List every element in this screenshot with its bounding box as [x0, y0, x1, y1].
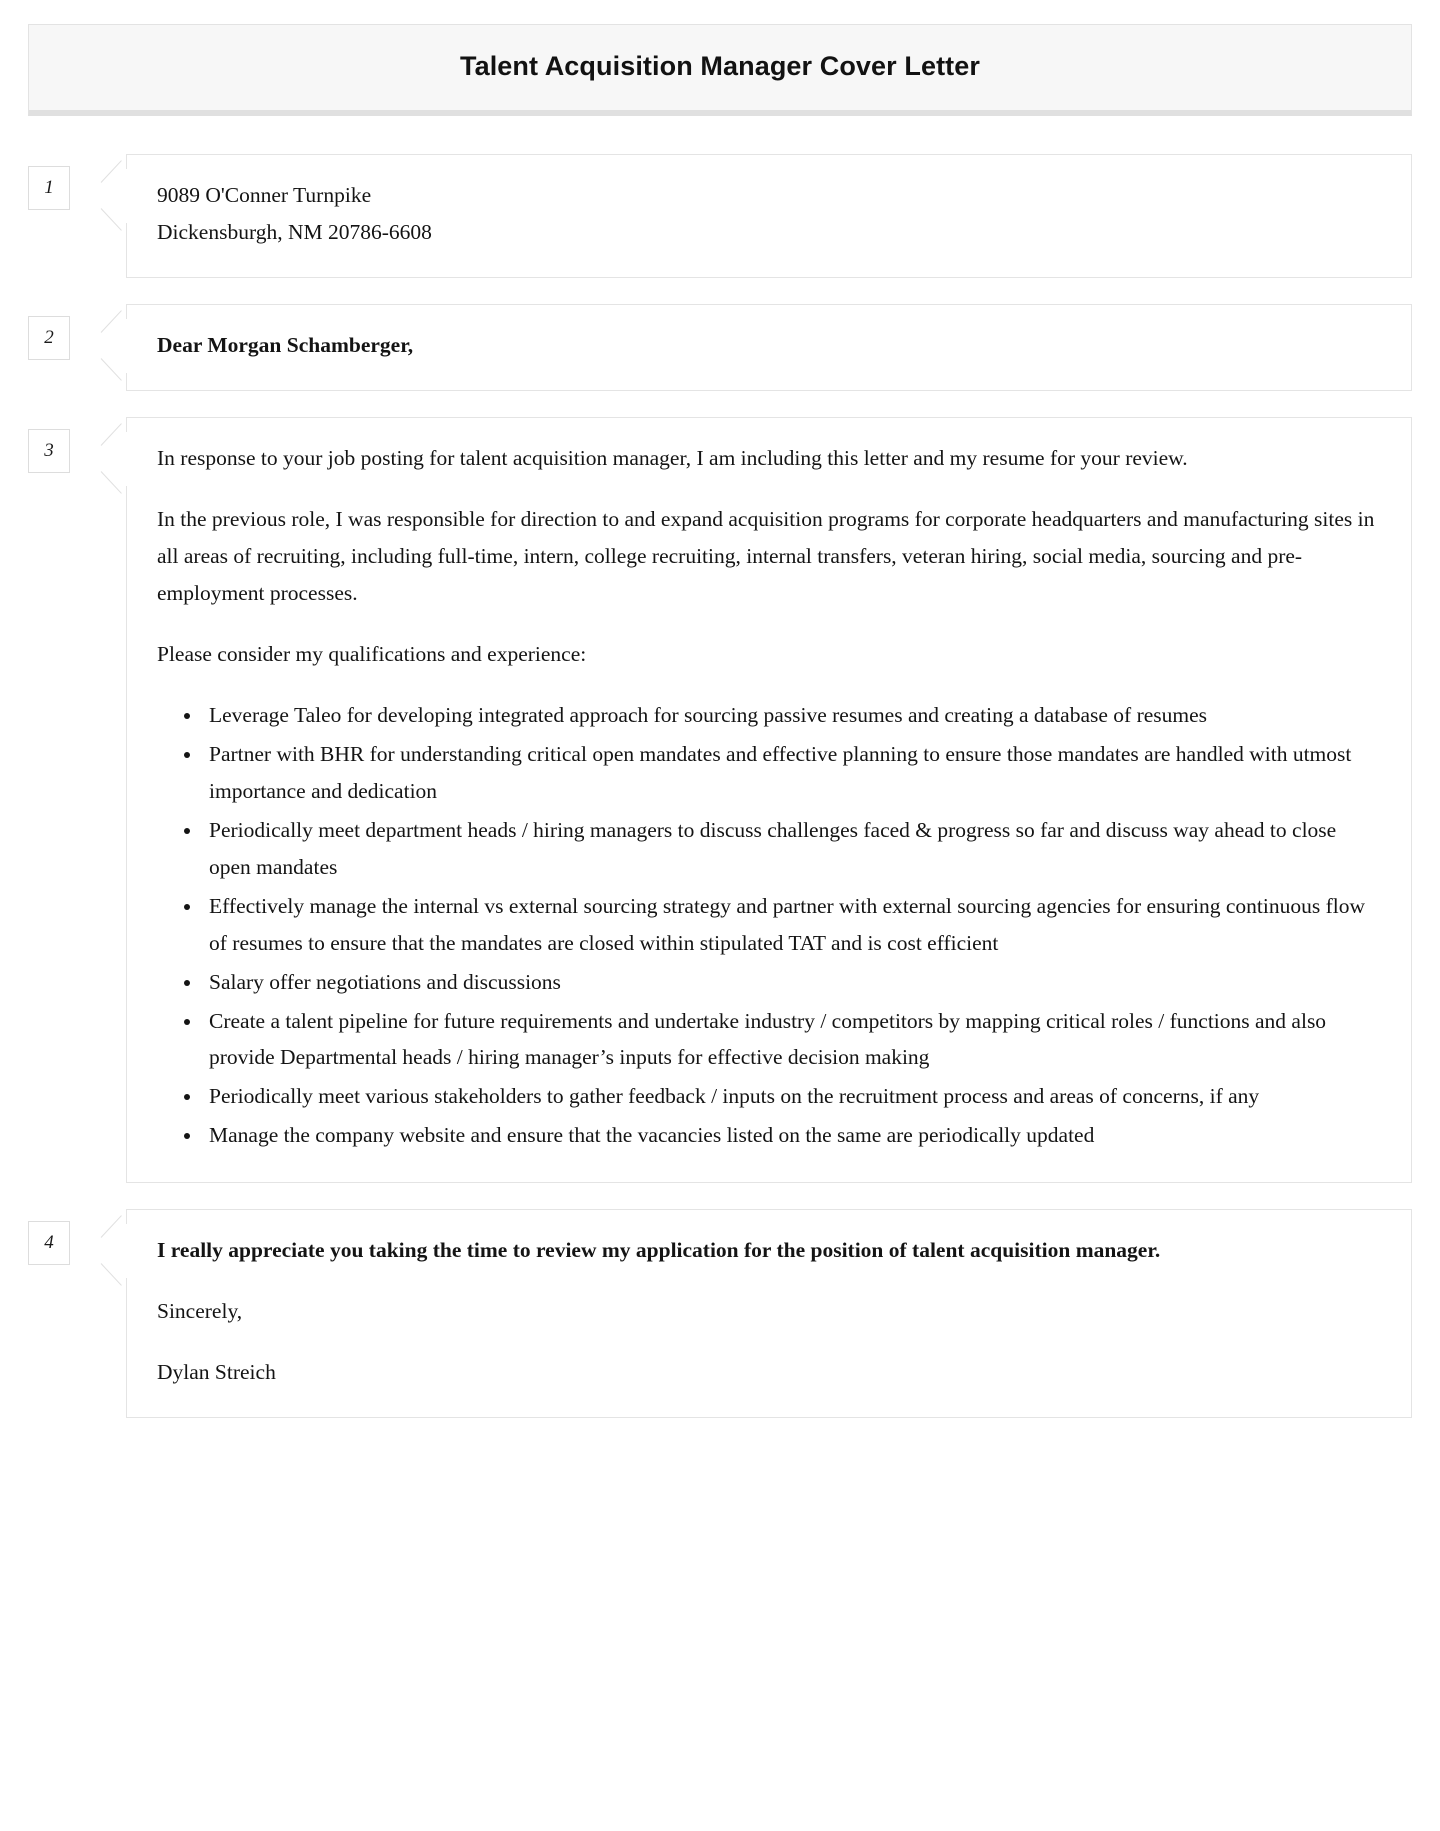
closing-statement: I really appreciate you taking the time to review my application for the position of talent acquisition manager.	[157, 1238, 1161, 1263]
list-item: • Salary offer negotiations and discussions	[203, 964, 1383, 1001]
section-closing	[28, 1209, 1412, 1418]
letter-body-box	[126, 417, 1412, 1183]
chevron-left-icon	[100, 318, 126, 372]
qualifications-list	[157, 697, 1383, 1155]
section-marker-2[interactable]: 2	[28, 316, 70, 360]
list-item: • Periodically meet department heads / hiring managers to discuss challenges faced & progress so far and discuss way ahead to close open mandates	[203, 812, 1383, 886]
body-paragraph-3: Please consider my qualifications and experience:	[157, 641, 587, 666]
notch-column-4	[100, 1209, 126, 1418]
page-title: Talent Acquisition Manager Cover Letter	[460, 51, 980, 81]
sender-address-text	[157, 177, 1383, 251]
address-line-1: 9089 O'Conner Turnpike	[157, 183, 372, 207]
chevron-left-icon	[100, 431, 126, 485]
address-line-2: Dickensburgh, NM 20786-6608	[157, 219, 432, 244]
body-paragraph-2: In the previous role, I was responsible for direction to and expand acquisition programs for corporate headquarters and manufacturing sites in all areas of recruiting, including full-time, intern, college recruiting, internal transfers, veteran hiring, social media, sourcing and pre-employment processes.	[157, 506, 1375, 605]
salutation-text: Dear Morgan Schamberger,	[157, 332, 414, 357]
section-marker-3[interactable]: 3	[28, 429, 70, 473]
salutation-box	[126, 304, 1412, 391]
section-sender-address	[28, 154, 1412, 278]
section-marker-1[interactable]: 1	[28, 166, 70, 210]
list-item: • Partner with BHR for understanding critical open mandates and effective planning to ensure those mandates are handled with utmost importance and dedication	[203, 736, 1383, 810]
marker-column-2	[28, 304, 100, 360]
list-item: • Effectively manage the internal vs external sourcing strategy and partner with external sourcing agencies for ensuring continuous flow of resumes to ensure that the mandates are closed within stipulated TAT and is cost efficient	[203, 888, 1383, 962]
section-salutation	[28, 304, 1412, 391]
notch-column-1	[100, 154, 126, 278]
signature-name: Dylan Streich	[157, 1360, 276, 1385]
chevron-left-icon	[100, 1223, 126, 1277]
list-item: • Leverage Taleo for developing integrated approach for sourcing passive resumes and creating a database of resumes	[203, 697, 1383, 734]
sign-off: Sincerely,	[157, 1299, 243, 1324]
notch-column-2	[100, 304, 126, 391]
document-header	[28, 24, 1412, 116]
notch-column-3	[100, 417, 126, 1183]
sender-address-box	[126, 154, 1412, 278]
section-marker-4[interactable]: 4	[28, 1221, 70, 1265]
marker-column-1	[28, 154, 100, 210]
list-item: • Create a talent pipeline for future requirements and undertake industry / competitors by mapping critical roles / functions and also provide Departmental heads / hiring manager’s inputs for effective decision making	[203, 1003, 1383, 1077]
list-item: • Periodically meet various stakeholders to gather feedback / inputs on the recruitment process and areas of concerns, if any	[203, 1078, 1383, 1115]
chevron-left-icon	[100, 168, 126, 222]
section-letter-body	[28, 417, 1412, 1183]
body-paragraph-1: In response to your job posting for talent acquisition manager, I am including this letter and my resume for your review.	[157, 445, 1188, 470]
list-item: • Manage the company website and ensure that the vacancies listed on the same are periodically updated	[203, 1117, 1383, 1154]
marker-column-3	[28, 417, 100, 473]
marker-column-4	[28, 1209, 100, 1265]
closing-box	[126, 1209, 1412, 1418]
